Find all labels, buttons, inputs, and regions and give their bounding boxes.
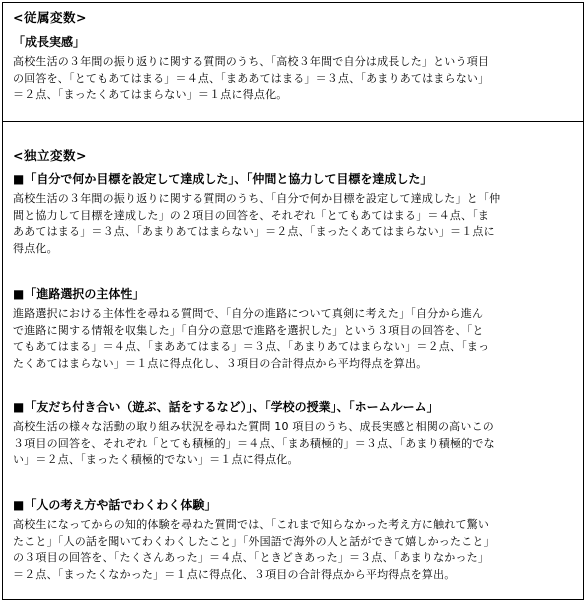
variable-title-goal-achievement: ■「自分で何か目標を設定して達成した」、「仲間と協力して目標を達成した」	[13, 172, 433, 186]
variable-text-intellectual-experience: 高校生になってからの知的体験を尋ねた質問では、「これまで知らなかった考え方に触れて驚い たこと」「人の話を聞いてわくわくしたこと」「外国語で海外の人と話ができて嬉しかったこと」 の３項目の回答を、「たくさんあった」＝４点、「ときどきあった」＝３点、「あまりなかった」 ＝２点、「まったくなかった」＝１点に得点化、３項目の合計得点から平均得点を算出。	[13, 518, 495, 581]
variable-text-school-activities: 高校生活の様々な活動の取り組み状況を尋ねた質問 10 項目のうち、成長実感と相関の高いこの ３項目の回答を、それぞれ「とても積極的」＝４点、「まあ積極的」＝３点、「あまり積極的でな い」＝２点、「まったく積極的でない」＝１点に得点化。	[13, 420, 495, 466]
variable-text-career-autonomy: 進路選択における主体性を尋ねる質問で、「自分の進路について真剣に考えた」「自分から進ん で進路に関する情報を収集した」「自分の意思で進路を選択した」という３項目の回答を、「と てもあてはまる」＝４点、「まああてはまる」＝３点、「あまりあてはまらない」＝２点、「まっ たくあてはまらない」＝１点に得点化し、３項目の合計得点から平均得点を算出。	[13, 307, 490, 370]
variable-text-goal-achievement: 高校生活の３年間の振り返りに関する質問のうち、「自分で何か目標を設定して達成した」と「仲 間と協力して目標を達成した」の２項目の回答を、それぞれ「とてもあてはまる」＝４点、「ま ああてはまる」＝３点、「あまりあてはまらない」＝２点、「まったくあてはまらない」＝１点に 得点化。	[13, 192, 501, 255]
definitions-box	[2, 2, 584, 600]
independent-variable-heading: <独立変数>	[13, 148, 87, 163]
dependent-variable-text: 高校生活の３年間の振り返りに関する質問のうち、「高校３年間で自分は成長した」という項目 の回答を、「とてもあてはまる」＝４点、「まああてはまる」＝３点、「あまりあてはまらない」 ＝２点、「まったくあてはまらない」＝１点に得点化。	[13, 55, 490, 101]
variable-title-career-autonomy: ■「進路選択の主体性」	[13, 287, 145, 301]
variable-title-intellectual-experience: ■「人の考え方や話でわくわく体験」	[13, 498, 217, 512]
variable-title-school-activities: ■「友だち付き合い（遊ぶ、話をするなど）」、「学校の授業」、「ホームルーム」	[13, 400, 439, 414]
section-divider	[3, 121, 583, 122]
dependent-variable-title: 「成長実感」	[13, 35, 86, 49]
dependent-variable-heading: <従属変数>	[13, 10, 87, 25]
